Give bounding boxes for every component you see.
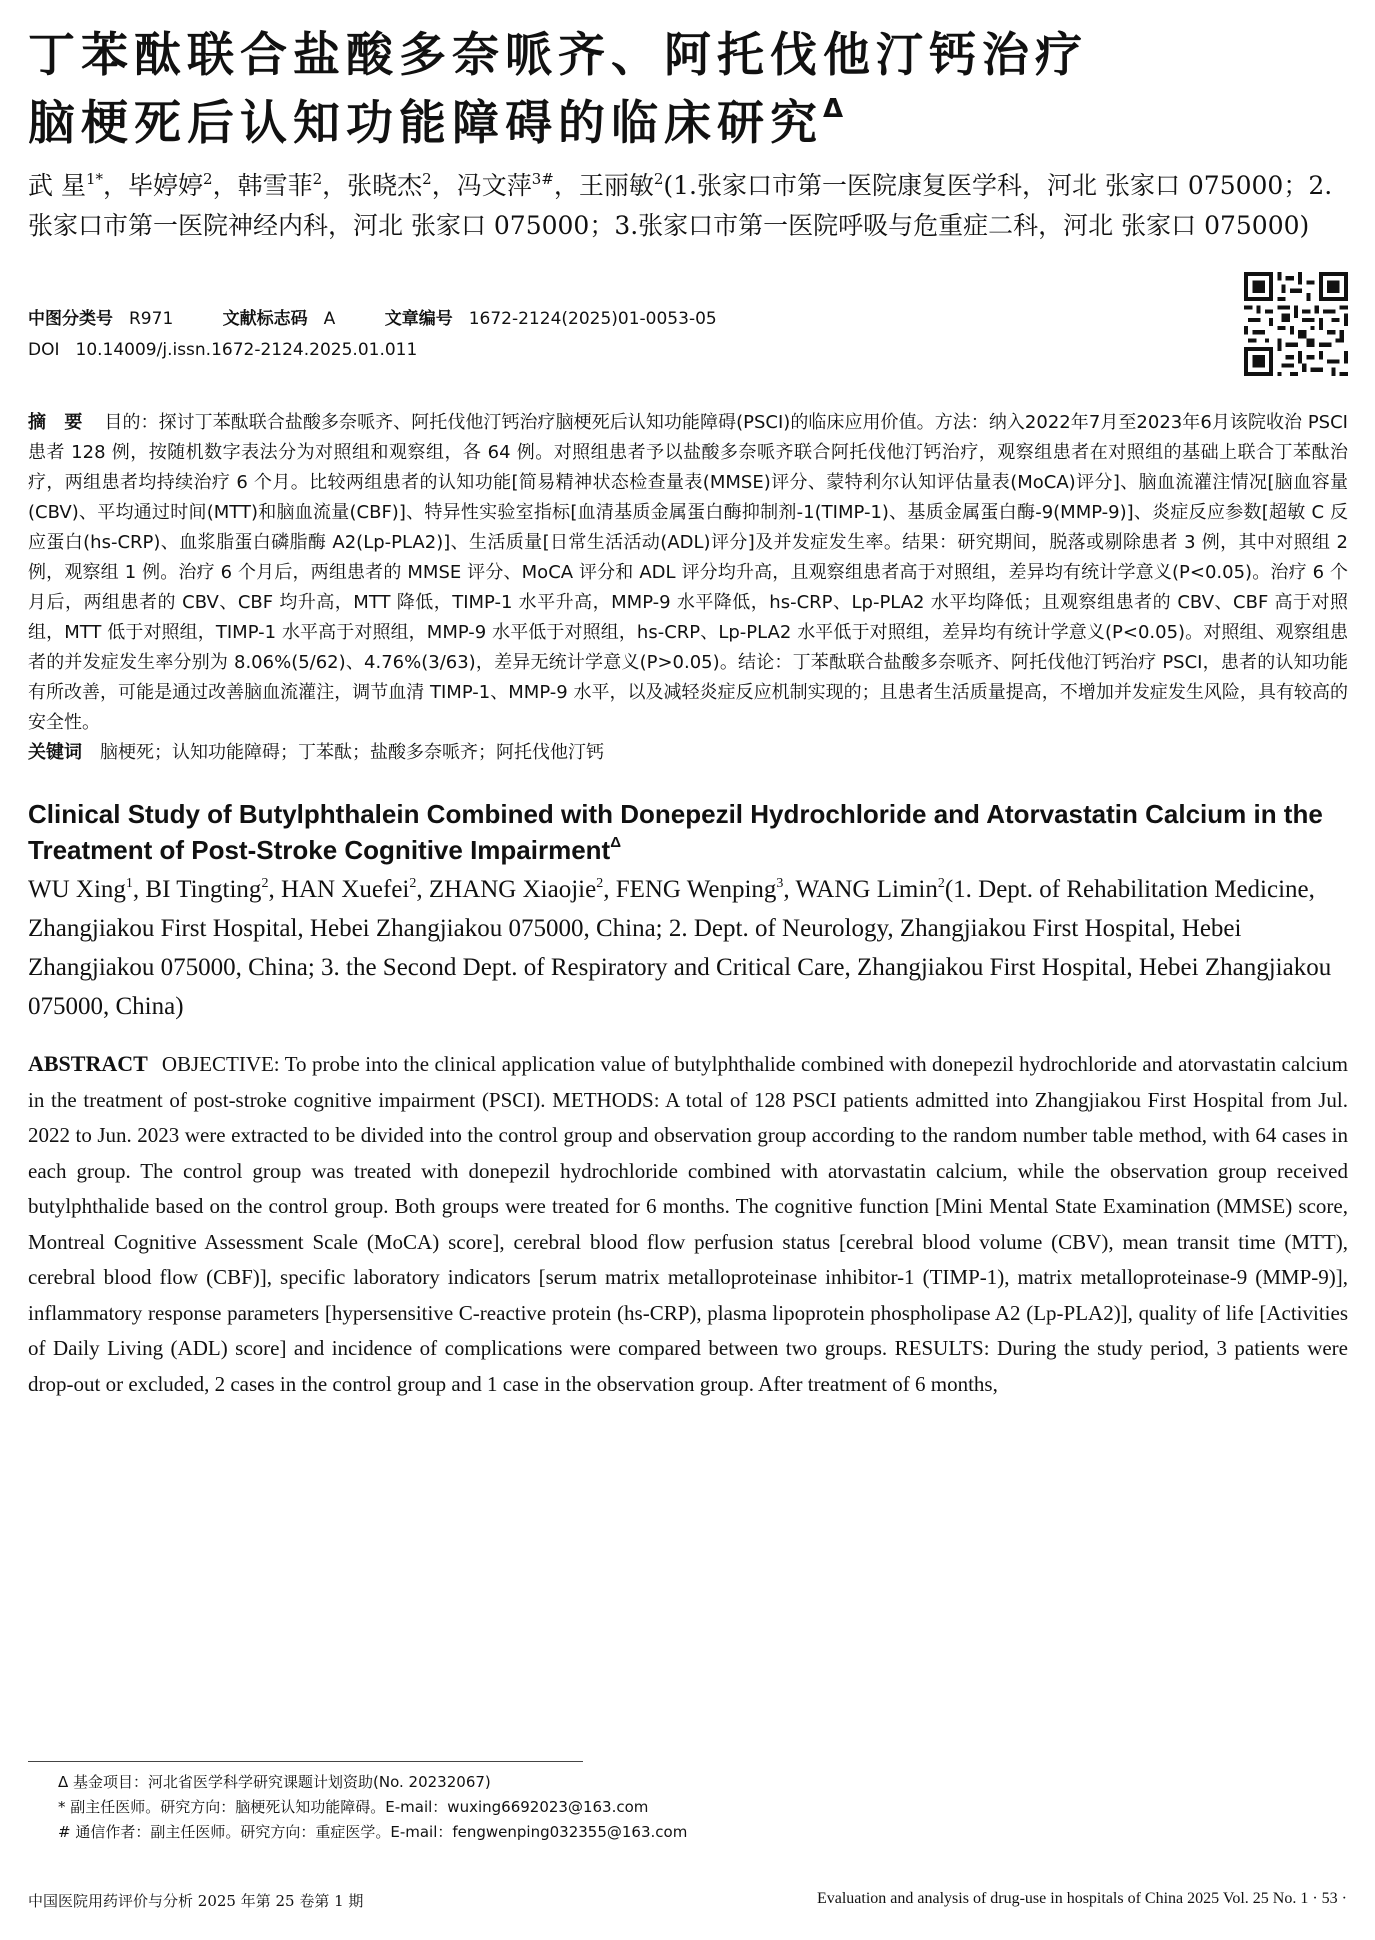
english-title bbox=[28, 796, 1348, 868]
author-name: ，冯文萍 bbox=[431, 171, 532, 200]
english-abstract bbox=[28, 1046, 1348, 1402]
article-number: 文章编号 1672-2124(2025)01-0053-05 bbox=[384, 309, 717, 329]
article-metadata bbox=[28, 272, 1348, 372]
footnote-first-author: * 副主任医师。研究方向：脑梗死认知功能障碍。E-mail：wuxing6692023@163.com bbox=[58, 1798, 649, 1816]
document-code: 文献标志码 A bbox=[222, 309, 336, 329]
chinese-keywords bbox=[28, 738, 1348, 768]
chinese-title-line2: 脑梗死后认知功能障碍的临床研究 bbox=[28, 96, 823, 151]
footnote-corresponding-author: # 通信作者：副主任医师。研究方向：重症医学。E-mail：fengwenping032355@163.com bbox=[58, 1823, 688, 1841]
fund-mark: Δ bbox=[823, 94, 844, 124]
author-name: , FENG Wenping bbox=[603, 876, 777, 903]
author-name: ，王丽敏 bbox=[553, 171, 654, 200]
author-sup: 1 bbox=[125, 876, 133, 891]
journal-name-cn: 中国医院用药评价与分析 2025 年第 25 卷第 1 期 bbox=[28, 1892, 364, 1910]
author-sup: 2 bbox=[653, 170, 664, 188]
author-name: ，毕婷婷 bbox=[103, 171, 204, 200]
author-sup: 2 bbox=[596, 876, 604, 891]
footnotes bbox=[58, 1770, 687, 1845]
chinese-keywords-label: 关键词 bbox=[28, 742, 82, 763]
fund-mark: Δ bbox=[610, 834, 621, 851]
author-name: WU Xing bbox=[28, 876, 126, 903]
qr-code-icon[interactable] bbox=[1244, 272, 1348, 376]
footnote-fund: Δ 基金项目：河北省医学科学研究课题计划资助(No. 20232067) bbox=[58, 1773, 491, 1791]
footnote-divider bbox=[28, 1761, 583, 1762]
author-sup: 2 bbox=[312, 170, 323, 188]
english-affiliations: (1. Dept. of Rehabilitation Medicine, Zhangjiakou First Hospital, Hebei Zhangjiakou 075000, China; 2. Dept. of Neurology, Zhangjiakou First Hospital, Hebei Zhangjiakou 075000, China; 3. the Second Dept. of Respiratory and Critical Care, Zhangjiakou First Hospital, Hebei Zhangjiakou 075000, China) bbox=[28, 876, 1332, 1020]
chinese-affiliations: (1.张家口市第一医院康复医学科，河北 张家口 075000；2.张家口市第一医院神经内科，河北 张家口 075000；3.张家口市第一医院呼吸与危重症二科，河北 张家口 075000) bbox=[28, 171, 1333, 240]
author-name: 武 星 bbox=[28, 171, 86, 200]
author-name: ，韩雪菲 bbox=[212, 171, 313, 200]
author-name: ，张晓杰 bbox=[322, 171, 423, 200]
author-name: , ZHANG Xiaojie bbox=[416, 876, 597, 903]
journal-name-en: Evaluation and analysis of drug-use in hospitals of China 2025 Vol. 25 No. 1 · 53 · bbox=[816, 1890, 1347, 1907]
author-sup: 3 bbox=[776, 876, 784, 891]
clc-number: 中图分类号 R971 bbox=[28, 309, 174, 329]
chinese-abstract bbox=[28, 408, 1348, 738]
author-sup: 2 bbox=[261, 876, 269, 891]
chinese-abstract-text: 目的：探讨丁苯酞联合盐酸多奈哌齐、阿托伐他汀钙治疗脑梗死后认知功能障碍(PSCI)的临床应用价值。方法：纳入2022年7月至2023年6月该院收治 PSCI 患者 128 例，按随机数字表法分为对照组和观察组，各 64 例。对照组患者予以盐酸多奈哌齐联合阿托伐他汀钙治疗，观察组患者在对照组的基础上联合丁苯酞治疗，两组患者均持续治疗 6 个月。比较两组患者的认知功能[简易精神状态检查量表(MMSE)评分、蒙特利尔认知评估量表(MoCA)评分]、脑血流灌注情况[脑血容量(CBV)、平均通过时间(MTT)和脑血流量(CBF)]、特异性实验室指标[血清基质金属蛋白酶抑制剂-1(TIMP-1)、基质金属蛋白酶-9(MMP-9)]、炎症反应参数[超敏 C 反应蛋白(hs-CRP)、血浆脂蛋白磷脂酶 A2(Lp-PLA2)]、生活质量[日常生活活动(ADL)评分]及并发症发生率。结果：研究期间，脱落或剔除患者 3 例，其中对照组 2 例，观察组 1 例。治疗 6 个月后，两组患者的 MMSE 评分、MoCA 评分和 ADL 评分均升高，且观察组患者高于对照组，差异均有统计学意义(P<0.05)。治疗 6 个月后，两组患者的 CBV、CBF 均升高，MTT 降低，TIMP-1 水平升高，MMP-9 水平降低，hs-CRP、Lp-PLA2 水平均降低；且观察组患者的 CBV、CBF 高于对照组，MTT 低于对照组，TIMP-1 水平高于对照组，MMP-9 水平低于对照组，hs-CRP、Lp-PLA2 水平低于对照组，差异均有统计学意义(P<0.05)。对照组、观察组患者的并发症发生率分别为 8.06%(5/62)、4.76%(3/63)，差异无统计学意义(P>0.05)。结论：丁苯酞联合盐酸多奈哌齐、阿托伐他汀钙治疗 PSCI，患者的认知功能有所改善，可能是通过改善脑血流灌注，调节血清 TIMP-1、MMP-9 水平，以及减轻炎症反应机制实现的；且患者生活质量提高，不增加并发症发生风险，具有较高的安全性。 bbox=[28, 412, 1348, 733]
english-authors bbox=[28, 870, 1348, 1026]
english-abstract-label: ABSTRACT bbox=[28, 1051, 148, 1076]
chinese-abstract-label: 摘 要 bbox=[28, 412, 89, 433]
author-sup: 2 bbox=[203, 170, 213, 188]
chinese-title-line1: 丁苯酞联合盐酸多奈哌齐、阿托伐他汀钙治疗 bbox=[28, 28, 1088, 83]
author-sup: 2 bbox=[422, 170, 432, 188]
author-sup: 3# bbox=[531, 170, 554, 188]
page-footer bbox=[28, 1890, 1347, 1914]
article-page bbox=[28, 22, 1348, 1402]
author-sup: 2 bbox=[409, 876, 417, 891]
chinese-keywords-text: 脑梗死；认知功能障碍；丁苯酞；盐酸多奈哌齐；阿托伐他汀钙 bbox=[100, 742, 604, 763]
chinese-title bbox=[28, 22, 1348, 158]
author-sup: 2 bbox=[937, 876, 945, 891]
author-name: , BI Tingting bbox=[132, 876, 262, 903]
chinese-authors bbox=[28, 166, 1348, 246]
author-name: , HAN Xuefei bbox=[268, 876, 410, 903]
english-title-text: Clinical Study of Butylphthalein Combined with Donepezil Hydrochloride and Atorvastatin Calcium in the Treatment of Post-Stroke Cognitive Impairment bbox=[28, 799, 1323, 865]
author-name: , WANG Limin bbox=[783, 876, 938, 903]
author-sup: 1* bbox=[85, 170, 103, 188]
english-abstract-text: OBJECTIVE: To probe into the clinical application value of butylphthalide combined with donepezil hydrochloride and atorvastatin calcium in the treatment of post-stroke cognitive impairment (PSCI). METHODS: A total of 128 PSCI patients admitted into Zhangjiakou First Hospital from Jul. 2022 to Jun. 2023 were extracted to be divided into the control group and observation group according to the random number table method, with 64 cases in each group. The control group was treated with donepezil hydrochloride combined with atorvastatin calcium, while the observation group received butylphthalide based on the control group. Both groups were treated for 6 months. The cognitive function [Mini Mental State Examination (MMSE) score, Montreal Cognitive Assessment Scale (MoCA) score], cerebral blood flow perfusion status [cerebral blood volume (CBV), mean transit time (MTT), cerebral blood flow (CBF)], specific laboratory indicators [serum matrix metalloproteinase inhibitor-1 (TIMP-1), matrix metalloproteinase-9 (MMP-9)], inflammatory response parameters [hypersensitive C-reactive protein (hs-CRP), plasma lipoprotein phospholipase A2 (Lp-PLA2)], quality of life [Activities of Daily Living (ADL) score] and incidence of complications were compared between two groups. RESULTS: During the study period, 3 patients were drop-out or excluded, 2 cases in the control group and 1 case in the observation group. After treatment of 6 months, bbox=[28, 1052, 1348, 1396]
doi[interactable]: DOI 10.14009/j.issn.1672-2124.2025.01.011 bbox=[28, 340, 418, 360]
